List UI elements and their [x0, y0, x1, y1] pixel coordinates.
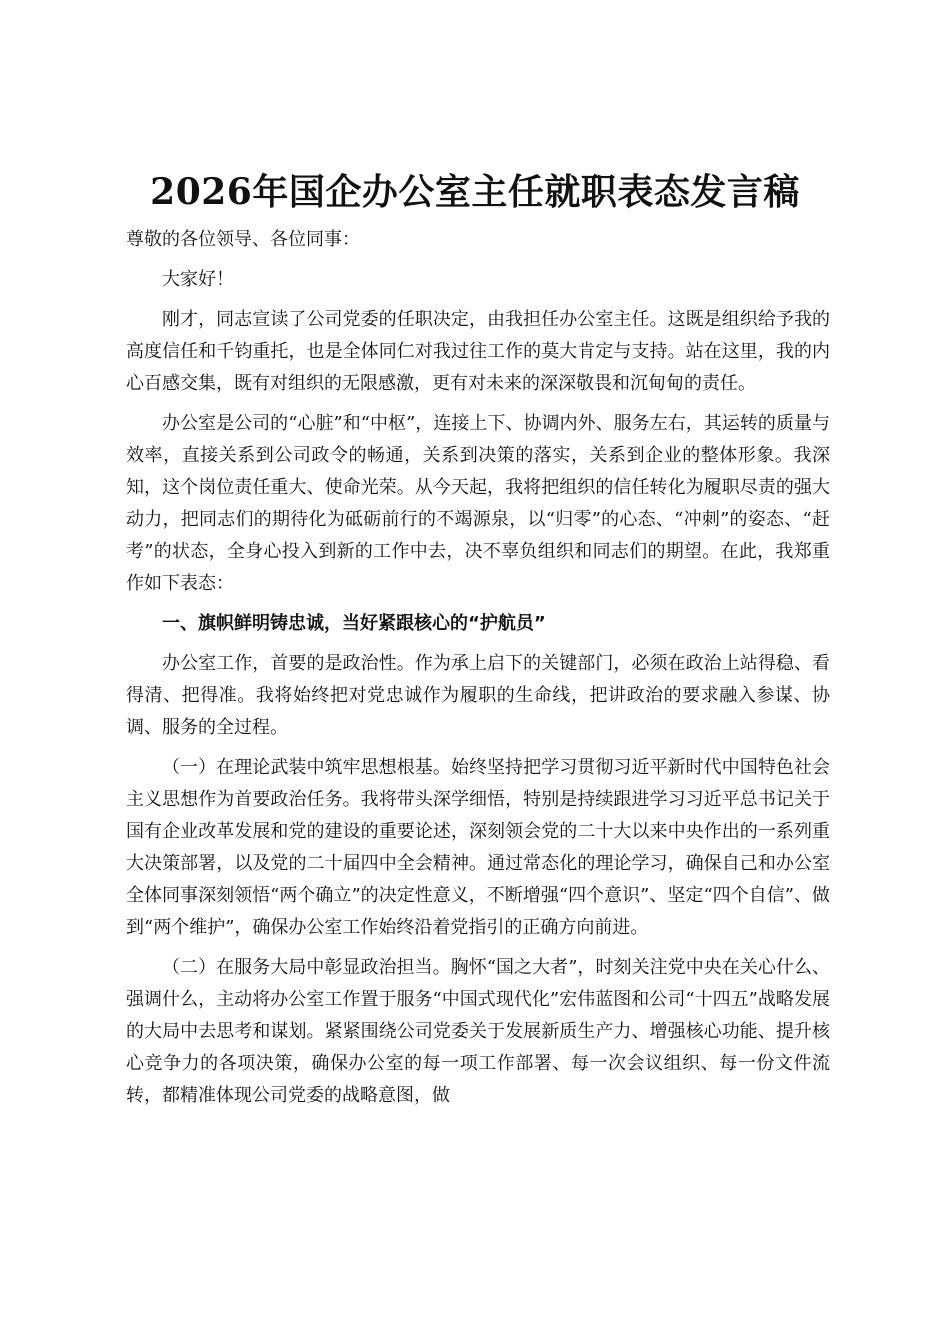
section-heading-1: 一、旗帜鲜明铸忠诚，当好紧跟核心的“护航员”	[162, 613, 546, 634]
paragraph-office-role: 办公室是公司的“心脏”和“中枢”，连接上下、协调内外、服务左右，其运转的质量与效率，直接关系到公司政令的畅通，关系到决策的落实，关系到企业的整体形象。我深知，这个岗位责任重大、使命光荣。从今天起，我将把组织的信任转化为履职尽责的强大动力，把同志们的期待化为砥砺前行的不竭源泉，以“归零”的心态、“冲刺”的姿态、“赶考”的状态，全身心投入到新的工作中去，决不辜负组织和同志们的期望。在此，我郑重作如下表态：	[126, 413, 830, 594]
paragraph-intro: 刚才，同志宣读了公司党委的任职决定，由我担任办公室主任。这既是组织给予我的高度信任和千钧重托，也是全体同仁对我过往工作的莫大肯定与支持。站在这里，我的内心百感交集，既有对组织的无限感激，更有对未来的深深敬畏和沉甸甸的责任。	[126, 309, 830, 394]
salutation: 尊敬的各位领导、各位同事：	[126, 229, 360, 250]
paragraph-overall-situation: （二）在服务大局中彰显政治担当。胸怀“国之大者”，时刻关注党中央在关心什么、强调什么，主动将办公室工作置于服务“中国式现代化”宏伟蓝图和公司“十四五”战略发展的大局中去思考和谋划。紧紧围绕公司党委关于发展新质生产力、增强核心功能、提升核心竞争力的各项决策，确保办公室的每一项工作部署、每一次会议组织、每一份文件流转，都精准体现公司党委的战略意图，做	[126, 957, 830, 1106]
document-body	[126, 224, 830, 1120]
document-title: 2026年国企办公室主任就职表态发言稿	[150, 171, 800, 213]
paragraph-political: 办公室工作，首要的是政治性。作为承上启下的关键部门，必须在政治上站得稳、看得清、把得准。我将始终把对党忠诚作为履职的生命线，把讲政治的要求融入参谋、协调、服务的全过程。	[126, 653, 830, 738]
greeting: 大家好！	[162, 269, 234, 290]
paragraph-theory: （一）在理论武装中筑牢思想根基。始终坚持把学习贯彻习近平新时代中国特色社会主义思想作为首要政治任务。我将带头深学细悟，特别是持续跟进学习习近平总书记关于国有企业改革发展和党的建设的重要论述，深刻领会党的二十大以来中央作出的一系列重大决策部署，以及党的二十届四中全会精神。通过常态化的理论学习，确保自己和办公室全体同事深刻领悟“两个确立”的决定性意义，不断增强“四个意识”、坚定“四个自信”、做到“两个维护”，确保办公室工作始终沿着党指引的正确方向前进。	[126, 757, 830, 938]
